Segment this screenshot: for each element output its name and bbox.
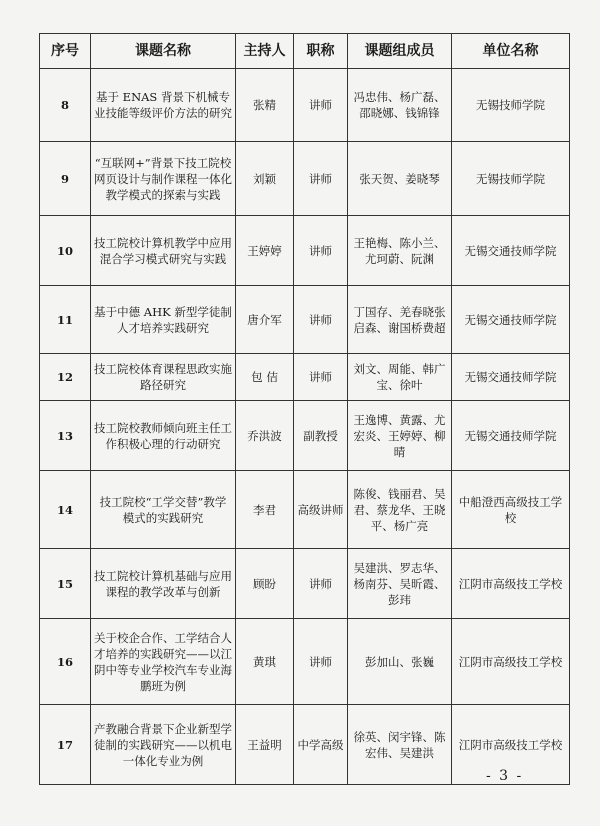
table-row: [40, 142, 570, 216]
row-unit: 中船澄西高级技工学校: [452, 471, 570, 549]
row-unit: 无锡交通技师学院: [452, 286, 570, 354]
row-topic: 技工院校计算机教学中应用混合学习模式研究与实践: [91, 216, 236, 286]
row-topic: 产教融合背景下企业新型学徒制的实践研究——以机电一体化专业为例: [91, 705, 236, 785]
row-host: 唐介军: [236, 286, 294, 354]
table-row: [40, 471, 570, 549]
row-unit: 无锡交通技师学院: [452, 216, 570, 286]
row-topic: 技工院校计算机基础与应用课程的教学改革与创新: [91, 549, 236, 619]
row-title: 讲师: [294, 69, 348, 142]
row-topic: 基于 ENAS 背景下机械专业技能等级评价方法的研究: [91, 69, 236, 142]
row-topic: “互联网+”背景下技工院校网页设计与制作课程一体化教学模式的探索与实践: [91, 142, 236, 216]
row-unit: 无锡技师学院: [452, 69, 570, 142]
header-host: 主持人: [236, 34, 294, 69]
row-host: 张精: [236, 69, 294, 142]
row-no: 14: [40, 471, 91, 549]
table-row: [40, 549, 570, 619]
header-topic: 课题名称: [91, 34, 236, 69]
header-unit: 单位名称: [452, 34, 570, 69]
row-members: 丁国存、羌春晓张启森、谢国桥费超: [348, 286, 452, 354]
project-table: [39, 33, 570, 785]
row-title: 讲师: [294, 549, 348, 619]
table-row: [40, 216, 570, 286]
page-number: - 3 -: [486, 768, 524, 784]
row-host: 王益明: [236, 705, 294, 785]
row-unit: 无锡交通技师学院: [452, 354, 570, 401]
row-title: 讲师: [294, 286, 348, 354]
row-host: 李君: [236, 471, 294, 549]
row-host: 乔洪波: [236, 401, 294, 471]
row-no: 16: [40, 619, 91, 705]
table-row: [40, 354, 570, 401]
row-members: 彭加山、张巍: [348, 619, 452, 705]
row-unit: 江阴市高级技工学校: [452, 619, 570, 705]
row-title: 副教授: [294, 401, 348, 471]
row-no: 10: [40, 216, 91, 286]
row-host: 包 佶: [236, 354, 294, 401]
row-members: 王艳梅、陈小兰、尤珂蔚、阮渊: [348, 216, 452, 286]
row-topic: 关于校企合作、工学结合人才培养的实践研究——以江阴中等专业学校汽车专业海鹏班为例: [91, 619, 236, 705]
row-no: 9: [40, 142, 91, 216]
row-topic: 技工院校教师倾向班主任工作积极心理的行动研究: [91, 401, 236, 471]
row-no: 12: [40, 354, 91, 401]
row-title: 中学高级: [294, 705, 348, 785]
row-unit: 江阴市高级技工学校: [452, 549, 570, 619]
row-members: 张天贺、姜晓琴: [348, 142, 452, 216]
row-members: 陈俊、钱丽君、吴君、蔡龙华、王晓平、杨广亮: [348, 471, 452, 549]
row-unit: 无锡交通技师学院: [452, 401, 570, 471]
row-host: 刘颖: [236, 142, 294, 216]
table-row: [40, 286, 570, 354]
row-members: 王逸博、黄露、尤宏炎、王婷婷、柳晴: [348, 401, 452, 471]
row-title: 讲师: [294, 619, 348, 705]
row-members: 冯忠伟、杨广磊、邵晓娜、钱锦锋: [348, 69, 452, 142]
row-no: 13: [40, 401, 91, 471]
row-no: 15: [40, 549, 91, 619]
row-members: 徐英、闵宇锋、陈宏伟、吴建洪: [348, 705, 452, 785]
row-members: 吴建洪、罗志华、杨南芬、吴昕霞、彭玮: [348, 549, 452, 619]
row-host: 黄琪: [236, 619, 294, 705]
table-row: [40, 401, 570, 471]
row-unit: 江阴市高级技工学校: [452, 705, 570, 785]
row-title: 高级讲师: [294, 471, 348, 549]
row-topic: 技工院校“工学交替”教学模式的实践研究: [91, 471, 236, 549]
row-title: 讲师: [294, 354, 348, 401]
table-row: [40, 619, 570, 705]
row-no: 17: [40, 705, 91, 785]
header-title: 职称: [294, 34, 348, 69]
header-row: [40, 34, 570, 69]
row-no: 11: [40, 286, 91, 354]
row-topic: 技工院校体育课程思政实施路径研究: [91, 354, 236, 401]
table-row: [40, 69, 570, 142]
row-no: 8: [40, 69, 91, 142]
header-no: 序号: [40, 34, 91, 69]
row-topic: 基于中德 AHK 新型学徒制人才培养实践研究: [91, 286, 236, 354]
header-members: 课题组成员: [348, 34, 452, 69]
row-host: 顾盼: [236, 549, 294, 619]
row-title: 讲师: [294, 142, 348, 216]
row-title: 讲师: [294, 216, 348, 286]
row-members: 刘文、周能、韩广宝、徐叶: [348, 354, 452, 401]
row-unit: 无锡技师学院: [452, 142, 570, 216]
row-host: 王婷婷: [236, 216, 294, 286]
